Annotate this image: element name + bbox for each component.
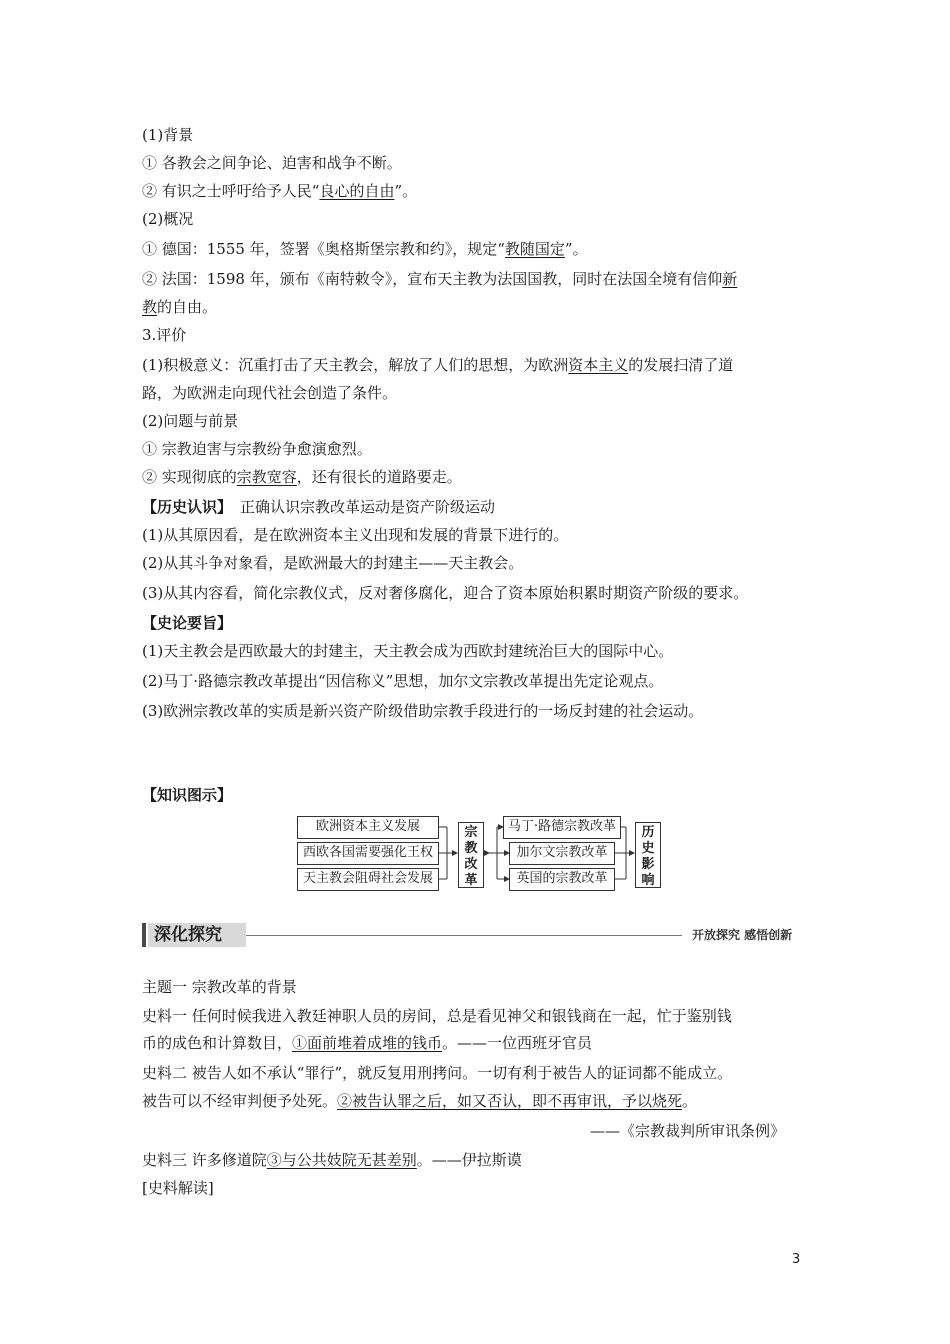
section-marker xyxy=(142,923,146,947)
text-line: (1)积极意义：沉重打击了天主教会，解放了人们的思想，为欧洲资本主义的发展扫清了道 xyxy=(142,356,734,374)
reform-box-luther: 马丁·路德宗教改革 xyxy=(503,816,621,839)
source-one-cont: 币的成色和计算数目，①面前堆着成堆的钱币。——一位西班牙官员 xyxy=(142,1034,593,1052)
key-points-heading: 【史论要旨】 xyxy=(142,614,233,632)
text-line: ② 有识之士呼吁给予人民“良心的自由”。 xyxy=(142,182,418,200)
section-rule xyxy=(246,935,682,936)
source-three: 史料三 许多修道院③与公共妓院无甚差别。——伊拉斯谟 xyxy=(142,1151,522,1169)
underlined-term: 宗教宽容 xyxy=(236,468,297,486)
text-line: 教的自由。 xyxy=(142,298,218,316)
text-line: (3)从其内容看，简化宗教仪式，反对奢侈腐化，迎合了资本原始积累时期资产阶级的要求。 xyxy=(142,584,749,602)
heading-background: (1)背景 xyxy=(142,126,194,144)
page-number: 3 xyxy=(792,1252,801,1267)
text-line: (2)从其斗争对象看，是欧洲最大的封建主——天主教会。 xyxy=(142,554,524,572)
knowledge-diagram-heading: 【知识图示】 xyxy=(142,786,233,804)
cause-box: 天主教会阻碍社会发展 xyxy=(297,868,439,891)
underlined-phrase: ①面前堆着成堆的钱币 xyxy=(292,1034,443,1052)
cause-box: 西欧各国需要强化王权 xyxy=(297,842,439,865)
source-interpretation-heading: [史料解读] xyxy=(142,1179,214,1197)
underlined-term: 教 xyxy=(142,298,158,316)
text-line: ① 宗教迫害与宗教纷争愈演愈烈。 xyxy=(142,440,372,458)
underlined-phrase: ②被告认罪之后，如又否认，即不再审讯，予以烧死 xyxy=(337,1092,683,1110)
heading-evaluation: 3.评价 xyxy=(142,326,187,344)
source-two-cont: 被告可以不经审判便予处死。②被告认罪之后，如又否认，即不再审讯，予以烧死。 xyxy=(142,1092,698,1110)
cause-box: 欧洲资本主义发展 xyxy=(297,816,439,839)
text-line: ② 法国：1598 年，颁布《南特敕令》，宣布天主教为法国国教，同时在法国全境有信仰新 xyxy=(142,270,738,288)
history-understanding-heading: 【历史认识】 正确认识宗教改革运动是资产阶级运动 xyxy=(142,498,496,516)
historical-impact-box: 历 史 影 响 xyxy=(635,822,661,888)
heading-overview: (2)概况 xyxy=(142,210,194,228)
reform-box-calvin: 加尔文宗教改革 xyxy=(509,842,615,865)
reform-box-england: 英国的宗教改革 xyxy=(509,868,615,891)
heading-problems: (2)问题与前景 xyxy=(142,412,239,430)
text-line: (3)欧洲宗教改革的实质是新兴资产阶级借助宗教手段进行的一场反封建的社会运动。 xyxy=(142,702,704,720)
underlined-term: 良心的自由 xyxy=(319,182,395,200)
section-subtitle: 开放探究 感悟创新 xyxy=(692,928,793,942)
text-line: 路，为欧洲走向现代社会创造了条件。 xyxy=(142,384,398,402)
underlined-term: 教随国定 xyxy=(504,240,565,258)
source-two: 史料二 被告人如不承认“罪行”，就反复用刑拷问。一切有利于被告人的证词都不能成立。 xyxy=(142,1064,733,1082)
source-two-attribution: ——《宗教裁判所审讯条例》 xyxy=(590,1122,786,1140)
text-line: (1)天主教会是西欧最大的封建主，天主教会成为西欧封建统治巨大的国际中心。 xyxy=(142,642,674,660)
text-line: ① 德国：1555 年，签署《奥格斯堡宗教和约》，规定“教随国定”。 xyxy=(142,240,588,258)
text-line: (2)马丁·路德宗教改革提出“因信称义”思想，加尔文宗教改革提出先定论观点。 xyxy=(142,672,664,690)
source-one: 史料一 任何时候我进入教廷神职人员的房间，总是看见神父和银钱商在一起，忙于鉴别钱 xyxy=(142,1007,732,1025)
text-line: ① 各教会之间争论、迫害和战争不断。 xyxy=(142,154,402,172)
reformation-box: 宗 教 改 革 xyxy=(458,822,484,888)
topic-heading: 主题一 宗教改革的背景 xyxy=(142,978,297,996)
underlined-term: 资本主义 xyxy=(568,356,629,374)
text-line: ② 实现彻底的宗教宽容，还有很长的道路要走。 xyxy=(142,468,462,486)
underlined-phrase: ③与公共妓院无甚差别 xyxy=(266,1151,417,1169)
underlined-term: 新 xyxy=(722,270,738,288)
text-line: (1)从其原因看，是在欧洲资本主义出现和发展的背景下进行的。 xyxy=(142,526,569,544)
section-title: 深化探究 xyxy=(148,923,246,947)
